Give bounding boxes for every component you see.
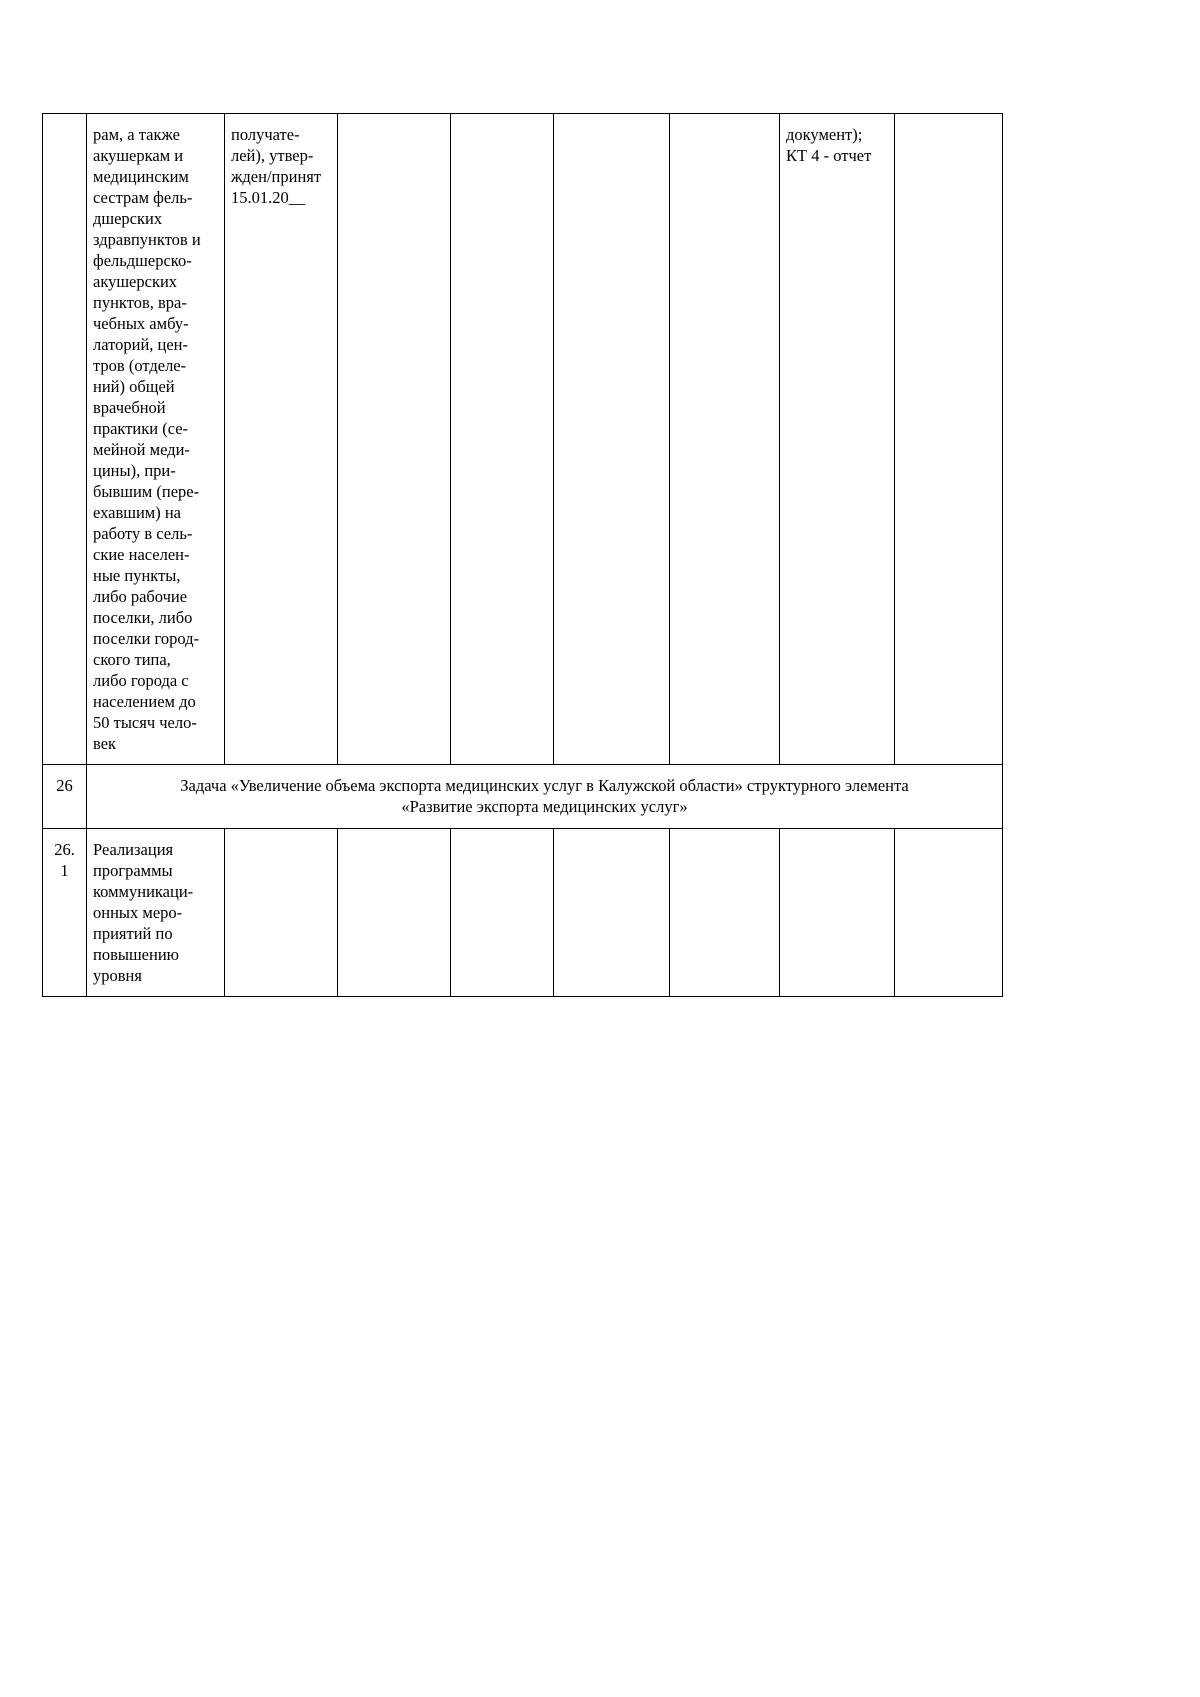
- text-line: ний) общей: [93, 377, 175, 396]
- text-line: получате-: [231, 125, 300, 144]
- item-number-line-1: 26.: [54, 840, 75, 859]
- item-number-line-2: 1: [60, 861, 69, 880]
- text-line: программы: [93, 861, 173, 880]
- text-line: врачебной: [93, 398, 166, 417]
- text-line: медицинским: [93, 167, 189, 186]
- document-text: [786, 124, 888, 166]
- text-line: онных меро-: [93, 903, 183, 922]
- text-line: латорий, цен-: [93, 335, 189, 354]
- text-line: дшерских: [93, 209, 163, 228]
- text-line: работу в сель-: [93, 524, 193, 543]
- empty-cell: [670, 114, 780, 765]
- text-line: фельдшерско-: [93, 251, 192, 270]
- row-number-cell: [43, 114, 87, 765]
- empty-cell: [554, 114, 670, 765]
- text-line: сестрам фель-: [93, 188, 193, 207]
- text-line: повышению: [93, 945, 179, 964]
- text-line: поселки, либо: [93, 608, 193, 627]
- document-cell: [780, 114, 895, 765]
- document-table: [42, 113, 1003, 997]
- text-line: коммуникаци-: [93, 882, 194, 901]
- empty-cell: [554, 829, 670, 997]
- item-description-text: [93, 839, 218, 986]
- description-cell: [87, 114, 225, 765]
- task-title-line-2: «Развитие экспорта медицинских услуг»: [401, 797, 688, 816]
- text-line: документ);: [786, 125, 863, 144]
- text-line: тров (отделе-: [93, 356, 187, 375]
- empty-cell: [670, 829, 780, 997]
- task-title-line-1: Задача «Увеличение объема экспорта медицинских услуг в Калужской области» структурного элемента: [180, 776, 909, 795]
- empty-cell: [225, 829, 338, 997]
- empty-cell: [338, 829, 451, 997]
- text-line: 50 тысяч чело-: [93, 713, 197, 732]
- table-row-task: [43, 765, 1003, 829]
- empty-cell: [780, 829, 895, 997]
- text-line: ехавшим) на: [93, 503, 182, 522]
- result-cell: [225, 114, 338, 765]
- text-line: ные пункты,: [93, 566, 181, 585]
- text-line: поселки город-: [93, 629, 200, 648]
- task-number: 26: [43, 765, 87, 829]
- empty-cell: [451, 114, 554, 765]
- item-description-cell: [87, 829, 225, 997]
- text-line: ские населен-: [93, 545, 190, 564]
- text-line: акушеркам и: [93, 146, 184, 165]
- empty-cell: [451, 829, 554, 997]
- text-line: рам, а также: [93, 125, 180, 144]
- text-line: Реализация: [93, 840, 174, 859]
- text-line: жден/принят: [231, 167, 322, 186]
- text-line: акушерских: [93, 272, 178, 291]
- text-line: мейной меди-: [93, 440, 190, 459]
- text-line: КТ 4 - отчет: [786, 146, 872, 165]
- empty-cell: [895, 829, 1003, 997]
- result-text: [231, 124, 331, 208]
- text-line: чебных амбу-: [93, 314, 189, 333]
- description-text: [93, 124, 218, 754]
- text-line: уровня: [93, 966, 142, 985]
- task-title-cell: [87, 765, 1003, 829]
- text-line: 15.01.20__: [231, 188, 306, 207]
- text-line: населением до: [93, 692, 196, 711]
- item-number-cell: [43, 829, 87, 997]
- text-line: век: [93, 734, 117, 753]
- text-line: практики (се-: [93, 419, 189, 438]
- text-line: либо рабочие: [93, 587, 188, 606]
- text-line: здравпунктов и: [93, 230, 201, 249]
- text-line: бывшим (пере-: [93, 482, 200, 501]
- text-line: приятий по: [93, 924, 173, 943]
- text-line: либо города с: [93, 671, 189, 690]
- text-line: лей), утвер-: [231, 146, 314, 165]
- empty-cell: [338, 114, 451, 765]
- empty-cell: [895, 114, 1003, 765]
- text-line: ского типа,: [93, 650, 171, 669]
- table-row-continuation: [43, 114, 1003, 765]
- text-line: цины), при-: [93, 461, 176, 480]
- table-row-item: [43, 829, 1003, 997]
- text-line: пунктов, вра-: [93, 293, 187, 312]
